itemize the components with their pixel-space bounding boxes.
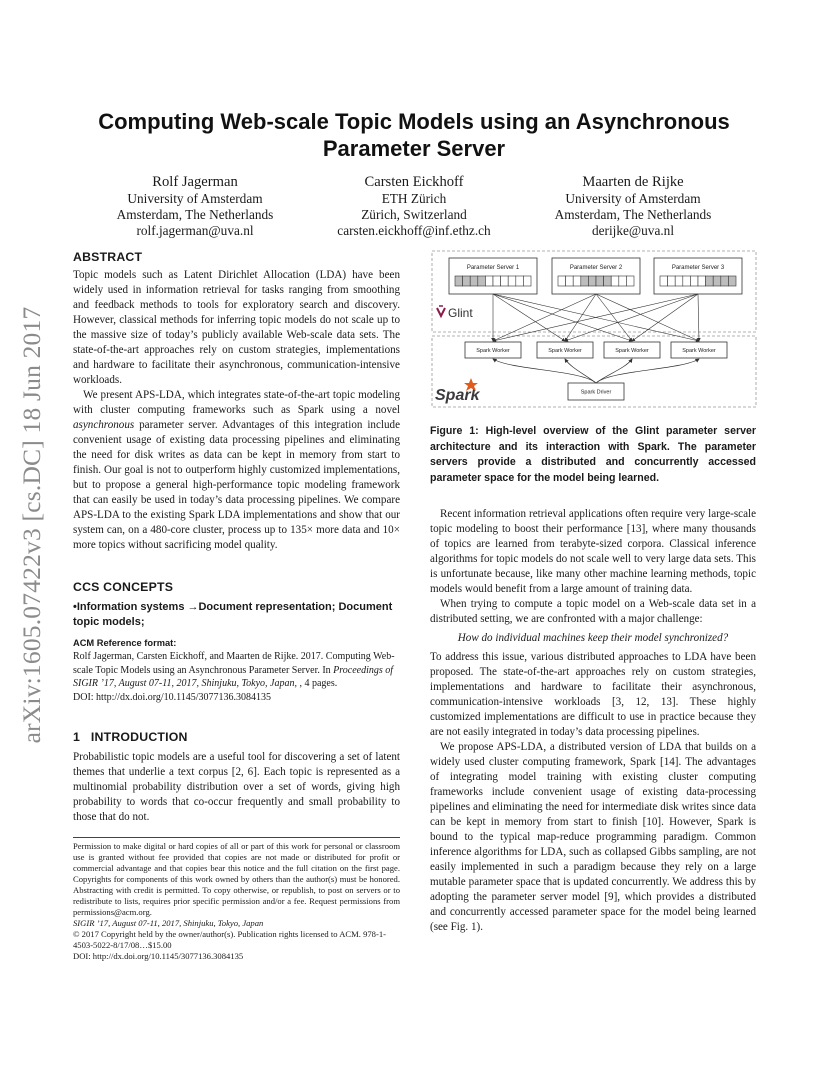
figure-1-caption (430, 424, 756, 486)
spark-logo-text: Spark (435, 387, 480, 404)
figure-1 (431, 250, 757, 408)
right-column-body (430, 507, 756, 935)
glint-logo-text: Glint (448, 306, 473, 320)
author-3 (518, 173, 748, 239)
author-location: Amsterdam, The Netherlands (554, 207, 712, 222)
author-affiliation: University of Amsterdam (565, 191, 701, 206)
parameter-cell (581, 276, 589, 286)
driver-worker-links (493, 359, 699, 383)
parameter-cell (611, 276, 619, 286)
intro-heading-text: INTRODUCTION (90, 730, 188, 744)
parameter-cell (596, 276, 604, 286)
acm-reference-text (73, 650, 400, 704)
research-question: How do individual machines keep their model synchronized? (457, 632, 729, 644)
parameter-cell (626, 276, 634, 286)
arxiv-stamp-text: arXiv:1605.07422v3 [cs.DC] 18 Jun 2017 (17, 306, 46, 744)
parameter-cell (690, 276, 698, 286)
arxiv-stamp (4, 290, 60, 760)
parameter-cell (516, 276, 524, 286)
parameter-cell (508, 276, 516, 286)
footnote-divider (73, 837, 400, 838)
spark-worker-3 (604, 342, 660, 358)
author-2 (299, 173, 529, 239)
parameter-cell (501, 276, 509, 286)
server-worker-link (493, 294, 565, 341)
title-line-1: Computing Web-scale Topic Models using an Asynchronous (98, 109, 730, 134)
spark-worker-1 (465, 342, 521, 358)
abstract-paragraph-1: Topic models such as Latent Dirichlet Allocation (LDA) have been widely used in information retrieval for tasks ranging from smoothing and feedback methods to tools for exploratory search and discovery. However, classical methods for inferring topic models do not scale up to the massive size of today’s publicly available Web-scale data sets. The state-of-the-art approaches rely on custom strategies, implementations and hardware to facilitate their asynchronous, communication-intensive workloads. (73, 269, 400, 386)
server-worker-link (596, 294, 632, 341)
parameter-cell (463, 276, 471, 286)
abstract-p2-start: We present APS-LDA, which integrates state-of-the-art topic modeling with cluster computing frameworks such as Spark using a novel (73, 389, 400, 416)
acm-reference-part: Rolf Jagerman, Carsten Eickhoff, and Maarten de Rijke. 2017. Computing Web-scale Topic Models using an Asynchronous Parameter Server. In (73, 651, 395, 676)
parameter-cell (619, 276, 627, 286)
server-worker-link (632, 294, 698, 341)
spark-logo (435, 378, 481, 404)
acm-reference-body (73, 650, 400, 704)
parameter-cell (573, 276, 581, 286)
worker-label: Spark Worker (548, 348, 582, 354)
driver-label: Spark Driver (580, 389, 612, 396)
footnote-conference: SIGIR ’17, August 07-11, 2017, Shinjuku, Tokyo, Japan (73, 918, 264, 928)
server-label: Parameter Server 1 (466, 265, 520, 271)
server-worker-link (565, 294, 698, 341)
paper-title (80, 108, 748, 162)
ccs-heading: CCS CONCEPTS (73, 580, 174, 594)
parameter-cell (523, 276, 531, 286)
footnote-copyright: © 2017 Copyright held by the owner/author(s). Publication rights licensed to ACM. 978-1-4503-5022-8/17/08…$15.00 (73, 929, 387, 950)
acm-reference-venue: Proceedings of SIGIR ’17, August 07-11, 2017, Shinjuku, Tokyo, Japan, (73, 664, 394, 690)
worker-label: Spark Worker (476, 348, 510, 354)
acm-reference-pages: , 4 pages. (299, 678, 338, 690)
ccs-line-2: topic models; (73, 616, 145, 628)
server-label: Parameter Server 2 (569, 265, 623, 271)
author-block (80, 173, 748, 243)
parameter-cell (721, 276, 729, 286)
author-name: Maarten de Rijke (582, 174, 684, 190)
author-affiliation: University of Amsterdam (127, 191, 263, 206)
server-label: Parameter Server 3 (671, 265, 725, 271)
parameter-cell (660, 276, 668, 286)
author-affiliation: ETH Zürich (381, 191, 447, 206)
parameter-cell (566, 276, 574, 286)
worker-label: Spark Worker (682, 348, 716, 354)
footnote-doi[interactable]: DOI: http://dx.doi.org/10.1145/3077136.3084135 (73, 951, 244, 961)
parameter-cell (588, 276, 596, 286)
author-location: Amsterdam, The Netherlands (116, 207, 274, 222)
right-paragraph-4: We propose APS-LDA, a distributed version of LDA that builds on a widely used cluster computing framework, Spark [14]. The advantages of integrating model training with existing cluster computing frameworks include convenient usage of existing data-processing pipelines and eliminating the need for intermediate disk writes since data can be kept in memory from start to finish [10]. However, Spark is bound to the typical map-reduce programming paradigm. Common inference algorithms for LDA, such as collapsed Gibbs sampling, are not easily implemented in such a paradigm because they rely on a large mutable parameter space that is updated concurrently. We address this by adopting the parameter server model [9], which provides a distributed and concurrently accessed parameter space for the model being learned (see Fig. 1). (430, 741, 756, 933)
abstract-p2-end: parameter server. Advantages of this integration include convenient usage of existing data processing pipelines and eliminating the need for disk writes as data can be kept in memory from start to finish. Our goal is not to outperform highly customized implementations, but to propose a general high-performance topic modeling framework that can easily be used in today’s data processing pipelines. We compare APS-LDA to the existing Spark LDA implementations and show that our system can, on a 480-core cluster, process up to 135× more data and 10× more topics without sacrificing model quality. (73, 419, 400, 551)
abstract-p2-emphasis: asynchronous (73, 419, 135, 431)
parameter-arrays (455, 276, 736, 286)
parameter-cell (493, 276, 501, 286)
ccs-concepts (73, 600, 400, 630)
author-email[interactable]: derijke@uva.nl (591, 223, 675, 238)
parameter-cell (668, 276, 676, 286)
worker-label: Spark Worker (615, 348, 649, 354)
parameter-cell (713, 276, 721, 286)
title-line-2: Parameter Server (322, 136, 506, 161)
author-name: Rolf Jagerman (152, 174, 238, 190)
parameter-cell (485, 276, 493, 286)
footnote (73, 841, 400, 962)
abstract-paragraph-2 (73, 388, 400, 553)
author-email[interactable]: carsten.eickhoff@inf.ethz.ch (337, 223, 491, 238)
spark-worker-4 (671, 342, 727, 358)
right-paragraph-2: When trying to compute a topic model on a Web-scale data set in a distributed setting, we are confronted with a major challenge: (430, 598, 756, 625)
abstract-heading: ABSTRACT (73, 250, 143, 264)
parameter-cell (478, 276, 486, 286)
footnote-permission: Permission to make digital or hard copies of all or part of this work for personal or classroom use is granted without fee provided that copies are not made or distributed for profit or commercial advantage and that copies bear this notice and the full citation on the first page. Copyrights for components of this work owned by others than the author(s) must be honored. Abstracting with credit is permitted. To copy otherwise, or republish, to post on servers or to redistribute to lists, requires prior specific permission and/or a fee. Request permissions from permissions@acm.org. (73, 841, 400, 917)
right-paragraph-1: Recent information retrieval applications often require very large-scale topic modeling to boost their performance [13], where many thousands of topics are learned from terabyte-sized corpora. Classical inference algorithms for topic models do not scale well to very large data sets. This is unfortunate because, like many other machine learning methods, topic models would benefit from a large amount of training data. (430, 508, 756, 595)
acm-reference-doi[interactable]: DOI: http://dx.doi.org/10.1145/3077136.3084135 (73, 691, 272, 703)
abstract-body (73, 268, 400, 553)
parameter-cell (558, 276, 566, 286)
glint-logo (437, 306, 473, 320)
parameter-cell (706, 276, 714, 286)
parameter-cell (675, 276, 683, 286)
spark-driver (568, 383, 624, 400)
glint-architecture-diagram (431, 250, 757, 408)
intro-heading-number: 1 (73, 730, 81, 744)
parameter-cell (683, 276, 691, 286)
server-worker-link (698, 294, 699, 341)
figure-caption-text: Figure 1: High-level overview of the Glint parameter server architecture and its interaction with Spark. The parameter servers provide a distributed and concurrently accessed parameter space for the model being learned. (430, 425, 756, 484)
parameter-cell (728, 276, 736, 286)
spark-workers (465, 342, 727, 358)
parameter-cell (470, 276, 478, 286)
spark-worker-2 (537, 342, 593, 358)
author-1 (80, 173, 310, 239)
intro-heading (73, 730, 188, 744)
intro-body (73, 750, 400, 825)
parameter-cell (698, 276, 706, 286)
ccs-line-1: •Information systems →Document representation; Document (73, 601, 393, 613)
right-paragraph-3: To address this issue, various distributed approaches to LDA have been proposed. The state-of-the-art approaches rely on custom strategies, implementations and hardware to facilitate their asynchronous, communication-intensive workloads [3, 12, 13]. These highly customized implementations are difficult to use in practice because they are not easily integrated in today’s data processing pipelines. (430, 651, 756, 738)
server-worker-links (493, 294, 699, 341)
intro-paragraph-1: Probabilistic topic models are a useful tool for discovering a set of latent themes that underlie a text corpus [2, 6]. Each topic is represented as a multinomial probability distribution over a set of words, giving high probability to words that co-occur frequently and small probability to those that do not. (73, 751, 400, 823)
author-email[interactable]: rolf.jagerman@uva.nl (136, 223, 254, 238)
parameter-cell (604, 276, 612, 286)
author-location: Zürich, Switzerland (361, 207, 467, 222)
acm-reference-heading: ACM Reference format: (73, 638, 177, 648)
author-name: Carsten Eickhoff (364, 174, 464, 190)
parameter-cell (455, 276, 463, 286)
